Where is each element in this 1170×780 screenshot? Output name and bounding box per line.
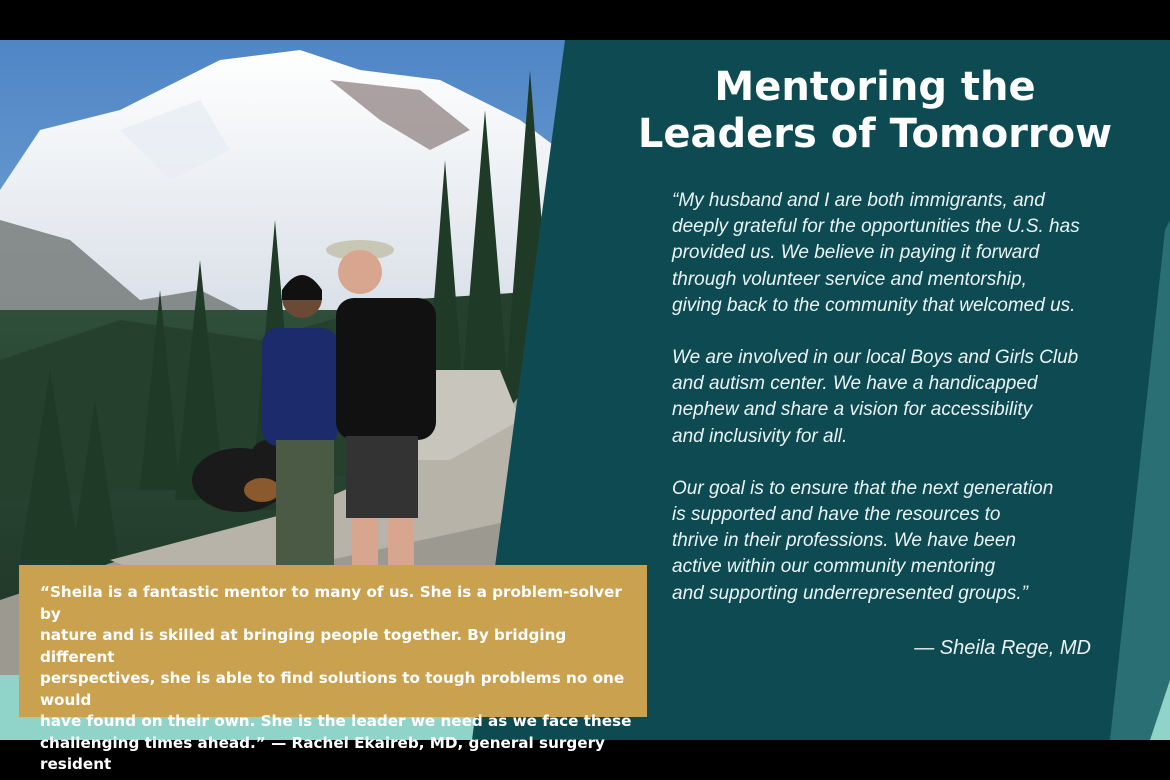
page-title <box>620 64 1130 158</box>
main-quote <box>672 188 1142 633</box>
slide <box>0 40 1170 773</box>
testimonial-callout <box>19 565 647 773</box>
testimonial-text <box>40 582 633 776</box>
quote-attribution: — Sheila Rege, MD <box>914 637 1091 659</box>
testimonial-quote: “Sheila is a fantastic mentor to many of us. She is a problem-solver by nature and is skilled at bringing people together. By bridging different perspectives, she is able to find solutions to tough problems no one would have found on their own. She is the leader we need as we face these challenging times ahead.” <box>40 583 632 752</box>
title-line-2: Leaders of Tomorrow <box>637 111 1113 157</box>
quote-paragraph-2: We are involved in our local Boys and Girls Club and autism center. We have a handicapped nephew and share a vision for accessibility and inclusivity for all. <box>672 347 1079 447</box>
quote-paragraph-3: Our goal is to ensure that the next generation is supported and have the resources to thrive in their professions. We have been active within our community mentoring and supporting underrepresented groups.” <box>672 477 1054 604</box>
testimonial-author: — Rachel Ekaireb, MD, general surgery resident <box>40 733 605 773</box>
title-line-1: Mentoring the <box>714 64 1036 110</box>
quote-paragraph-1: “My husband and I are both immigrants, and deeply grateful for the opportunities the U.S. has provided us. We believe in paying it forward through volunteer service and mentorship, giving back to the community that welcomed us. <box>672 190 1080 316</box>
